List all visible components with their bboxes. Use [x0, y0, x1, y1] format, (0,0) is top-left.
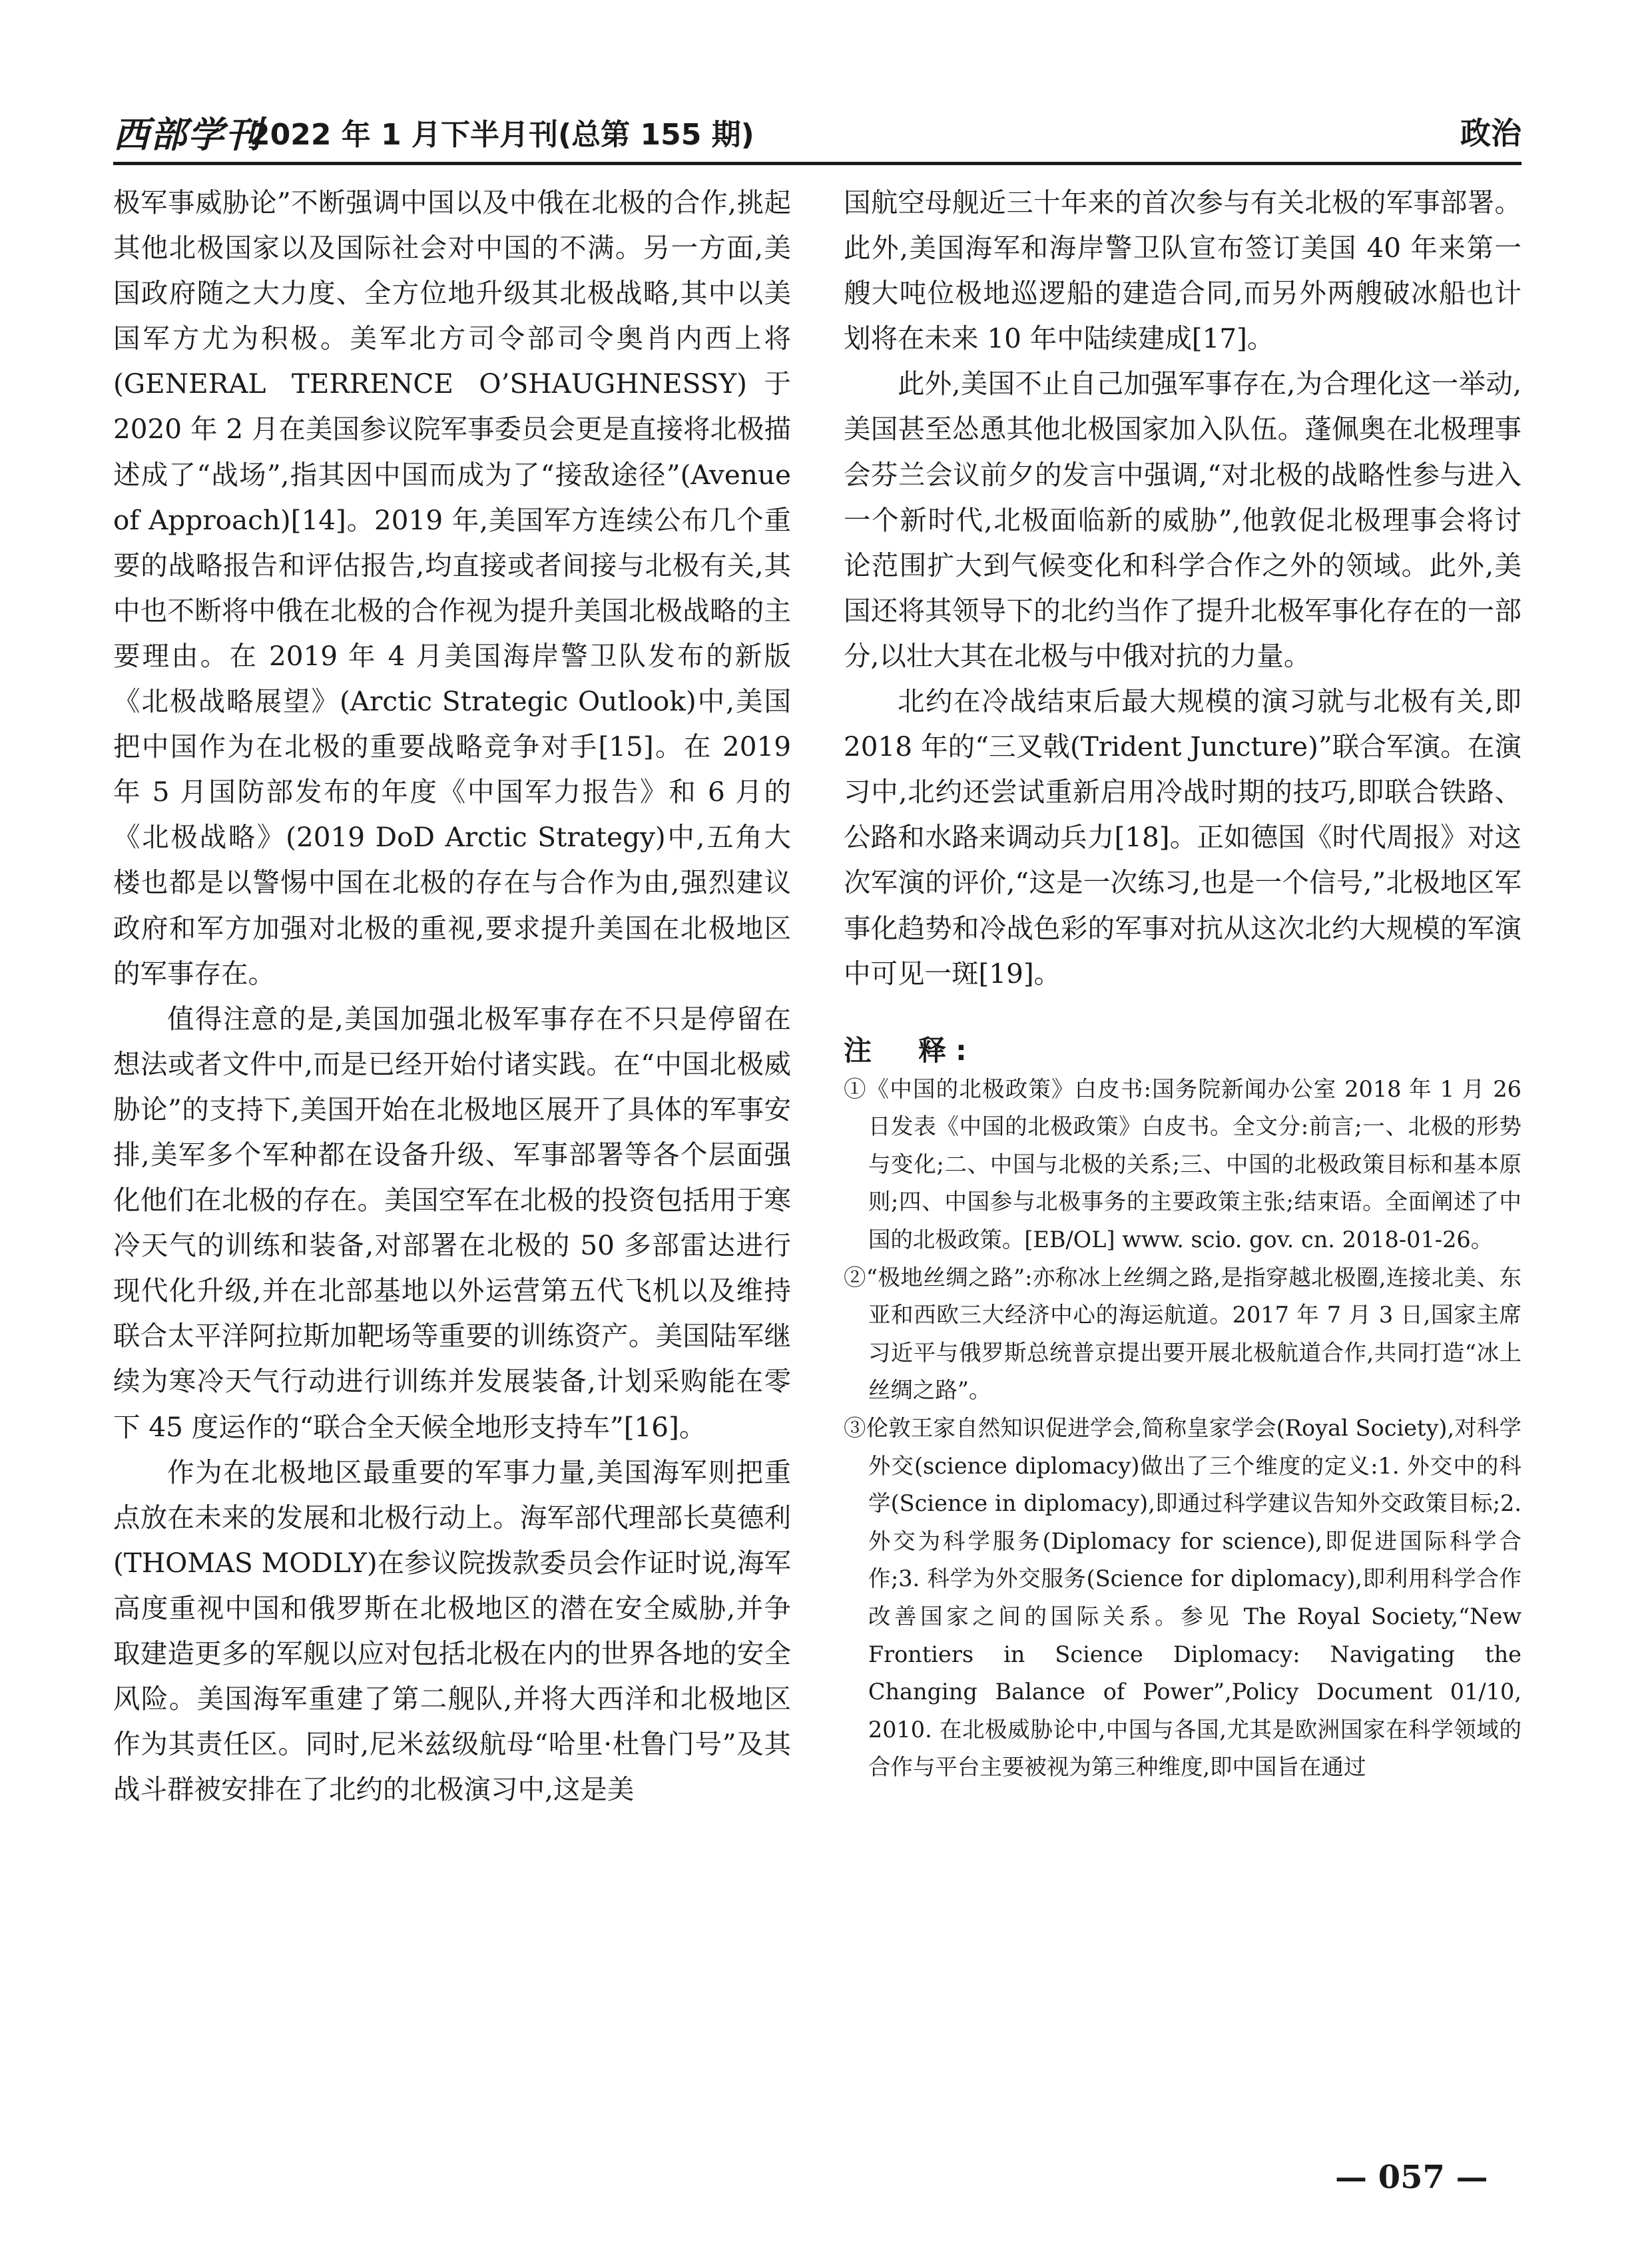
- body-paragraph: 值得注意的是,美国加强北极军事存在不只是停留在想法或者文件中,而是已经开始付诸实践。在“中国北极威胁论”的支持下,美国开始在北极地区展开了具体的军事安排,美军多个军种都在设备升级、军事部署等各个层面强化他们在北极的存在。美国空军在北极的投资包括用于寒冷天气的训练和装备,对部署在北极的 50 多部雷达进行现代化升级,并在北部基地以外运营第五代飞机以及维持联合太平洋阿拉斯加靶场等重要的训练资产。美国陆军继续为寒冷天气行动进行训练并发展装备,计划采购能在零下 45 度运作的“联合全天候全地形支持车”[16]。: [113, 1002, 791, 1443]
- notes-title: 注 释:: [844, 1033, 976, 1067]
- body-paragraph: 极军事威胁论”不断强调中国以及中俄在北极的合作,挑起其他北极国家以及国际社会对中国的不满。另一方面,美国政府随之大力度、全方位地升级其北极战略,其中以美国军方尤为积极。美军北方司令部司令奥肖内西上将(GENERAL TERRENCE O’SHAUGHNESSY)于 2020 年 2 月在美国参议院军事委员会更是直接将北极描述成了“战场”,指其因中国而成为了“接敌途径”(Avenue of Approach)[14]。2019 年,美国军方连续公布几个重要的战略报告和评估报告,均直接或者间接与北极有关,其中也不断将中俄在北极的合作视为提升美国北极战略的主要理由。在 2019 年 4 月美国海岸警卫队发布的新版《北极战略展望》(Arctic Strategic Outlook)中,美国把中国作为在北极的重要战略竞争对手[15]。在 2019 年 5 月国防部发布的年度《中国军力报告》和 6 月的《北极战略》(2019 DoD Arctic Strategy)中,五角大楼也都是以警惕中国在北极的存在与合作为由,强烈建议政府和军方加强对北极的重视,要求提升美国在北极地区的军事存在。: [113, 186, 791, 989]
- issue-info: 2022 年 1 月下半月刊(总第 155 期): [250, 118, 754, 152]
- journal-logo: 西部学刊: [113, 113, 262, 156]
- right-column: [844, 180, 1521, 1787]
- section-label: 政治: [1460, 115, 1521, 151]
- body-paragraph: 作为在北极地区最重要的军事力量,美国海军则把重点放在未来的发展和北极行动上。海军部代理部长莫德利(THOMAS MODLY)在参议院拨款委员会作证时说,海军高度重视中国和俄罗斯在北极地区的潜在安全威胁,并争取建造更多的军舰以应对包括北极在内的世界各地的安全风险。美国海军重建了第二舰队,并将大西洋和北极地区作为其责任区。同时,尼米兹级航母“哈里·杜鲁门号”及其战斗群被安排在了北约的北极演习中,这是美: [113, 1456, 791, 1806]
- body-paragraph: 此外,美国不止自己加强军事存在,为合理化这一举动,美国甚至怂恿其他北极国家加入队伍。蓬佩奥在北极理事会芬兰会议前夕的发言中强调,“对北极的战略性参与进入一个新时代,北极面临新的威胁”,他敦促北极理事会将讨论范围扩大到气候变化和科学合作之外的领域。此外,美国还将其领导下的北约当作了提升北极军事化存在的一部分,以壮大其在北极与中俄对抗的力量。: [844, 368, 1521, 672]
- body-paragraph: 国航空母舰近三十年来的首次参与有关北极的军事部署。此外,美国海军和海岸警卫队宣布签订美国 40 年来第一艘大吨位极地巡逻船的建造合同,而另外两艘破冰船也计划将在未来 10 年中陆续建成[17]。: [844, 186, 1521, 355]
- footnote: ③伦敦王家自然知识促进学会,简称皇家学会(Royal Society),对科学外交(science diplomacy)做出了三个维度的定义:1. 外交中的科学(Science in diplomacy),即通过科学建议告知外交政策目标;2. 外交为科学服务(Diplomacy for science),即促进国际科学合作;3. 科学为外交服务(Science for diplomacy),即利用科学合作改善国家之间的国际关系。参见 The Royal Society,“New Frontiers in Science Diplomacy: Navigating the Changing Balance of Power”,Policy Document 01/10, 2010. 在北极威胁论中,中国与各国,尤其是欧洲国家在科学领域的合作与平台主要被视为第三种维度,即中国旨在通过: [844, 1415, 1521, 1781]
- header-rule: [113, 162, 1521, 165]
- page-header: [113, 107, 1521, 160]
- footnote: ①《中国的北极政策》白皮书:国务院新闻办公室 2018 年 1 月 26 日发表《中国的北极政策》白皮书。全文分:前言;一、北极的形势与变化;二、中国与北极的关系;三、中国的北极政策目标和基本原则;四、中国参与北极事务的主要政策主张;结束语。全面阐述了中国的北极政策。[EB/OL] www. scio. gov. cn. 2018-01-26。: [844, 1075, 1521, 1253]
- left-column: [113, 180, 791, 1812]
- body-paragraph: 北约在冷战结束后最大规模的演习就与北极有关,即 2018 年的“三叉戟(Trident Juncture)”联合军演。在演习中,北约还尝试重新启用冷战时期的技巧,即联合铁路、公路和水路来调动兵力[18]。正如德国《时代周报》对这次军演的评价,“这是一次练习,也是一个信号,”北极地区军事化趋势和冷战色彩的军事对抗从这次北约大规模的军演中可见一斑[19]。: [844, 685, 1521, 989]
- page-number: — 057 —: [1335, 2159, 1488, 2196]
- footnote: ②“极地丝绸之路”:亦称冰上丝绸之路,是指穿越北极圈,连接北美、东亚和西欧三大经济中心的海运航道。2017 年 7 月 3 日,国家主席习近平与俄罗斯总统普京提出要开展北极航道合作,共同打造“冰上丝绸之路”。: [844, 1264, 1521, 1404]
